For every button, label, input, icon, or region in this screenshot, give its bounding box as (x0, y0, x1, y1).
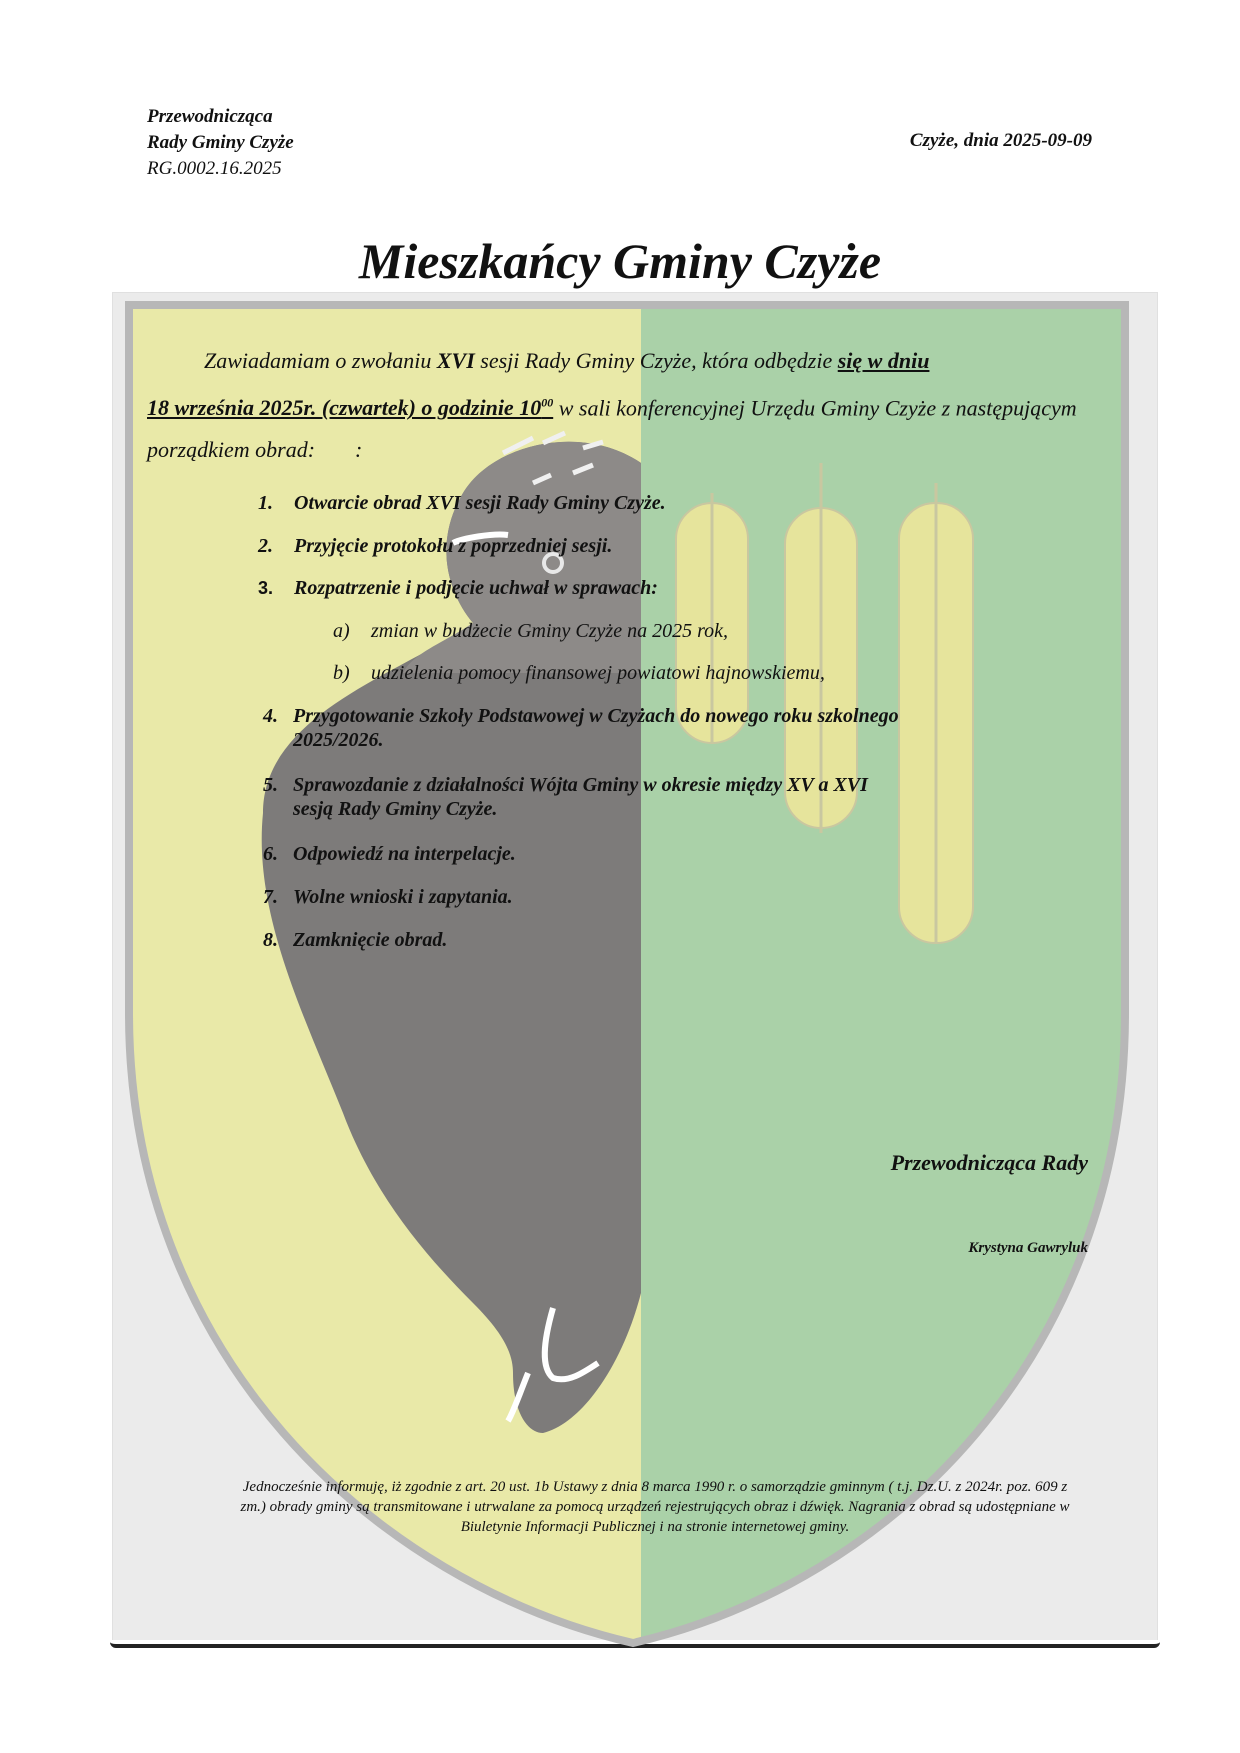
agenda-item: 7. Wolne wnioski i zapytania. (263, 886, 513, 908)
hour-superscript: 00 (541, 396, 554, 410)
date-underlined-a: się w dniu (837, 348, 930, 373)
convocation-paragraph (147, 340, 1077, 471)
signature-title: Przewodnicząca Rady (890, 1150, 1088, 1175)
agenda-item: 5. Sprawozdanie z działalności Wójta Gminy w okresie między XV a XVI sesją Rady Gminy Czyże. (263, 774, 868, 820)
session-number: XVI (436, 348, 475, 373)
issuer-title: Przewodnicząca (147, 106, 273, 127)
signature-name: Krystyna Gawryluk (968, 1240, 1088, 1256)
recording-notice: Jednocześnie informuję, iż zgodnie z art. 20 ust. 1b Ustawy z dnia 8 marca 1990 r. o samorządzie gminnym ( t.j. Dz.U. z 2024r. poz. 609 z zm.) obrady gminy są transmitowane i utrwalane za pomocą urządzeń rejestrujących obraz i dźwięk. Nagrania z obrad są udostępniane w Biuletynie Informacji Publicznej i na stronie internetowej gminy. (240, 1479, 1070, 1535)
agenda-item: 4. Przygotowanie Szkoły Podstawowej w Czyżach do nowego roku szkolnego 2025/2026. (263, 705, 899, 751)
issuer-council: Rady Gminy Czyże (147, 132, 294, 153)
intro-text-3: w sali konferencyjnej Urzędu Gminy Czyże z następującym porządkiem obrad: (147, 395, 1077, 463)
page-title: Mieszkańcy Gminy Czyże (358, 233, 882, 289)
sub-item: b) udzielenia pomocy finansowej powiatowi hajnowskiemu, (333, 662, 825, 684)
agenda-item: 2. Przyjęcie protokołu z poprzedniej sesji. (258, 535, 613, 557)
reference-number: RG.0002.16.2025 (147, 158, 282, 179)
place-date: Czyże, dnia 2025-09-09 (909, 130, 1092, 151)
date-underlined-b: 18 września 2025r. (czwartek) o godzinie 10 (147, 395, 542, 421)
intro-text-1: Zawiadamiam o zwołaniu (204, 348, 437, 373)
intro-colon: : (355, 437, 363, 463)
agenda-item: 1. Otwarcie obrad XVI sesji Rady Gminy Czyże. (258, 492, 666, 514)
sub-item: a) zmian w budżecie Gminy Czyże na 2025 rok, (333, 620, 728, 642)
intro-text-2: sesji Rady Gminy Czyże, która odbędzie (474, 348, 838, 373)
agenda-item: 3. Rozpatrzenie i podjęcie uchwał w sprawach: (258, 577, 658, 599)
agenda-item: 6. Odpowiedź na interpelacje. (263, 843, 516, 865)
agenda-item: 8. Zamknięcie obrad. (263, 929, 448, 951)
